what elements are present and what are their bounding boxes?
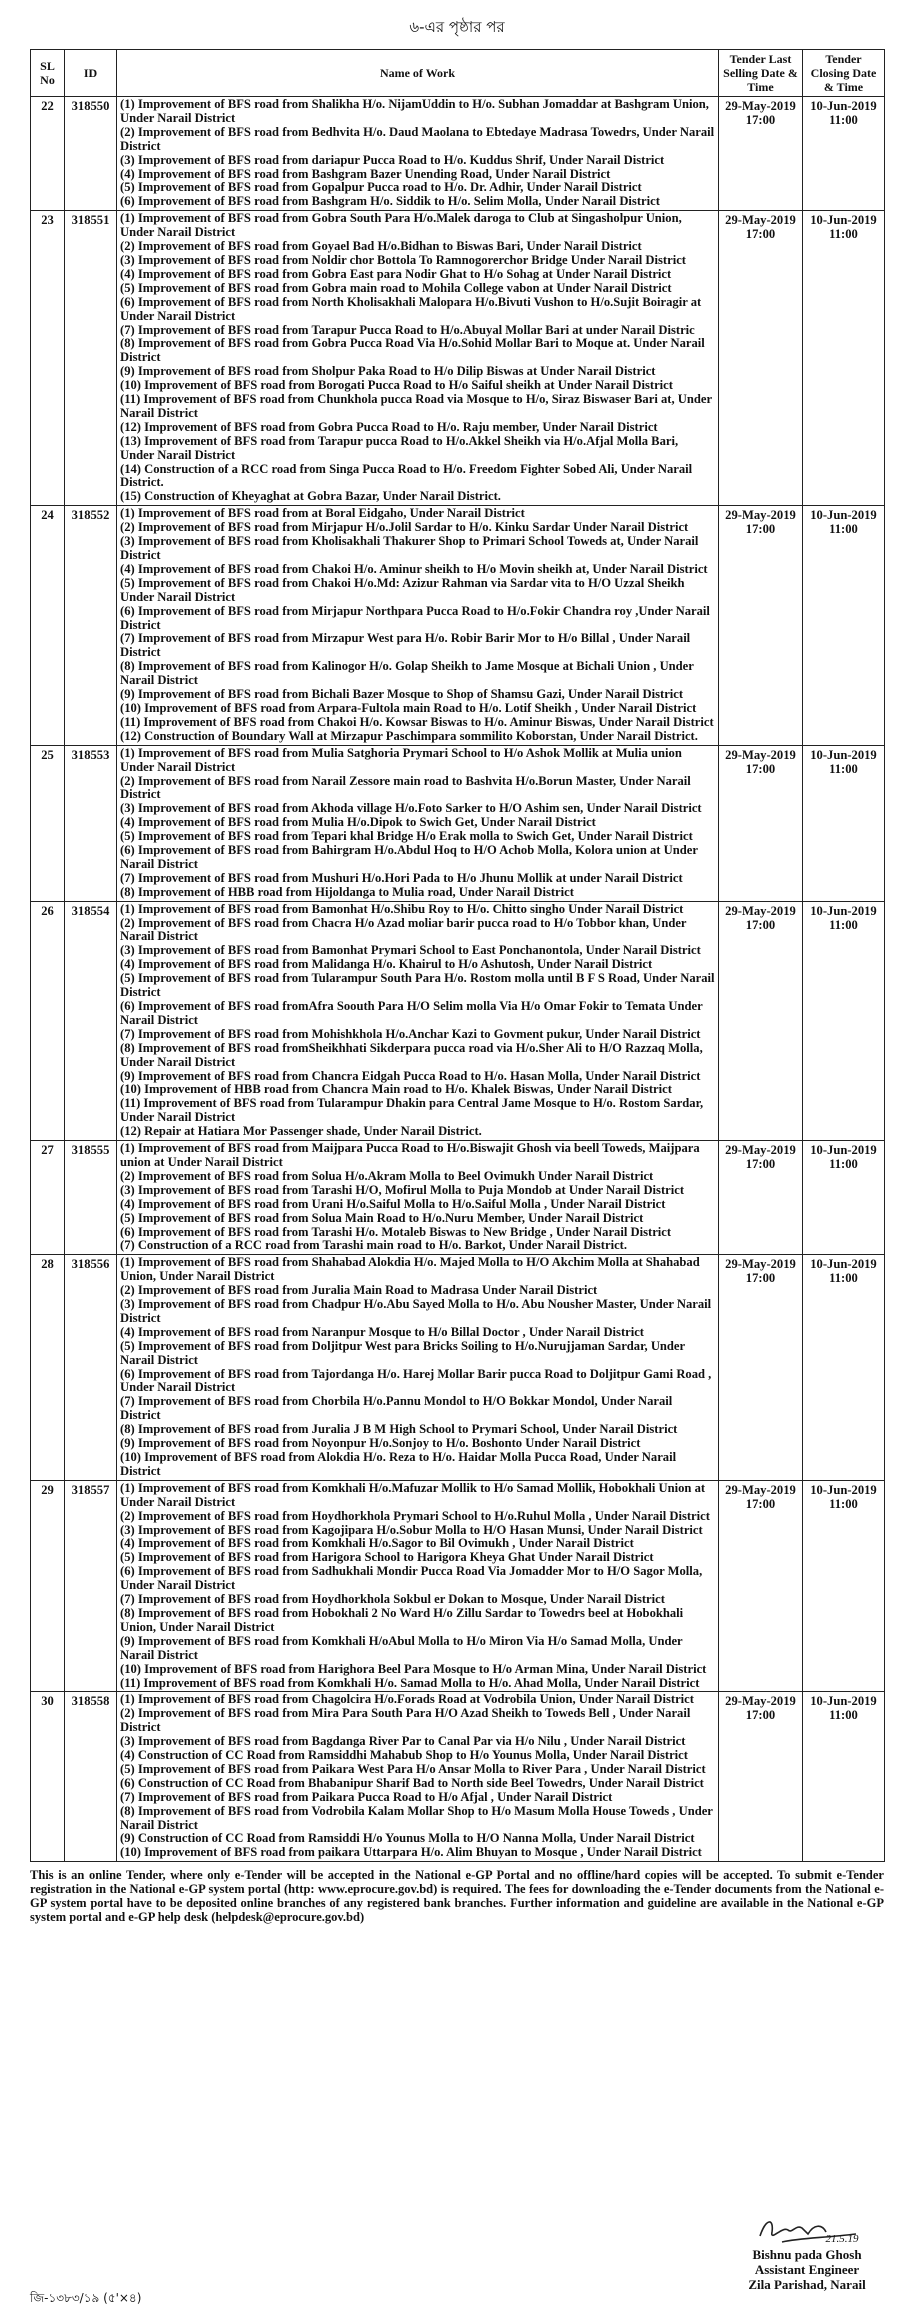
tender-table [30,49,885,1862]
work-item: (11) Improvement of BFS road from Chunkhola pucca Road via Mosque to H/o, Siraz Biswaser Bari at, Under Narail District [120,392,712,420]
closing-time: 11:00 [829,917,858,932]
work-item: (8) Improvement of BFS road from Hobokhali 2 No Ward H/o Zillu Sardar to Towedrs beel at Hobokhali Union, Under Narail District [120,1605,684,1634]
closing-time: 11:00 [829,1271,858,1286]
row-work-list [117,745,719,901]
row-selling-date [719,506,803,745]
selling-date: 29-May-2019 [725,1694,796,1709]
work-item: (2) Improvement of BFS road from Bedhvita H/o. Daud Maolana to Ebtedaye Madrasa Towedrs, Under Narail District [120,124,715,153]
online-tender-notice: This is an online Tender, where only e-Tender will be accepted in the National e-GP Portal and no offline/hard copies will be accepted. To submit e-Tender registration in the National e-GP system portal (http: www.eprocure.gov.bd) is required. The fees for downloading the e-Tender documents from the National e-GP system portal have to be deposited online branches of any registered bank branches. Further information and guideline are available in the National e-GP system portal and e-GP help desk (helpdesk@eprocure.gov.bd) [30,1868,884,1925]
row-work-list [117,211,719,506]
work-item: (6) Construction of CC Road from Bhabanipur Sharif Bad to North side Beel Towedrs, Under Narail District [120,1775,704,1790]
closing-date: 10-Jun-2019 [810,1482,877,1497]
closing-time: 11:00 [829,761,858,776]
selling-date: 29-May-2019 [725,99,796,113]
row-tender-id: 318551 [65,211,117,506]
row-work-list [117,901,719,1140]
work-item: (6) Improvement of BFS road from Tarashi H/o. Motaleb Biswas to New Bridge , Under Narail District [120,1224,672,1239]
work-item: (2) Improvement of BFS road from Mirjapur H/o.Jolil Sardar to H/o. Kinku Sardar Under Narail District [120,520,689,535]
work-item: (1) Improvement of BFS road from Mulia Satghoria Prymari School to H/o Ashok Mollik at Mulia union Under Narail District [120,745,682,774]
work-item: (5) Improvement of BFS road from Tepari khal Bridge H/o Erak molla to Swich Get, Under Narail District [120,829,693,844]
work-item: (3) Improvement of BFS road from Bagdanga River Par to Canal Par via H/o Nilu , Under Narail District [120,1734,686,1749]
work-item: (5) Improvement of BFS road from Tularampur South Para H/o. Rostom molla until B F S Road, Under Narail District [120,971,715,1000]
work-item: (9) Improvement of BFS road from Chancra Eidgah Pucca Road to H/o. Hasan Molla, Under Narail District [120,1068,701,1083]
row-work-list [117,1255,719,1481]
work-item: (7) Improvement of BFS road from Mirzapur West para H/o. Robir Barir Mor to H/o Billal , Under Narail District [120,631,691,660]
work-item: (7) Improvement of BFS road from Mohishkhola H/o.Anchar Kazi to Govment pukur, Under Narail District [120,1026,701,1041]
work-item: (3) Improvement of BFS road from Kagojipara H/o.Sobur Molla to H/O Hasan Munsi, Under Narail District [120,1522,703,1537]
selling-date: 29-May-2019 [725,508,796,523]
work-item: (6) Improvement of BFS road from Sadhukhali Mondir Pucca Road Via Jomadder Mor to H/O Sagor Molla, Under Narail District [120,1564,703,1593]
selling-time: 17:00 [745,1496,776,1511]
closing-time: 11:00 [829,1708,858,1723]
work-item: (6) Improvement of BFS road fromAfra Soouth Para H/O Selim molla Via H/o Omar Fokir to Temata Under Narail District [120,999,703,1027]
work-item: (1) Improvement of BFS road from Maijpara Pucca Road to H/o.Biswajit Ghosh via beell Toweds, Maijpara union at Under Narail District [120,1141,700,1169]
work-item: (1) Improvement of BFS road from Bamonhat H/o.Shibu Roy to H/o. Chitto singho Under Narail District [120,901,684,916]
row-closing-date [803,506,885,745]
work-item: (2) Improvement of BFS road from Juralia Main Road to Madrasa Under Narail District [120,1283,598,1298]
tender-notice-page [30,16,884,1924]
work-item: (3) Improvement of BFS road from Noldir chor Bottola To Ramnogorerchor Bridge Under Narail District [120,252,686,267]
closing-time: 11:00 [829,522,858,537]
work-item: (9) Improvement of BFS road from Noyonpur H/o.Sonjoy to H/o. Boshonto Under Narail District [120,1436,641,1451]
continuation-label: ৬-এর পৃষ্ঠার পর [409,18,505,36]
selling-time: 17:00 [745,522,776,537]
work-item: (12) Construction of Boundary Wall at Mirzapur Paschimpara sommilito Koborstan, Under Narail District. [120,728,698,743]
work-item: (7) Construction of a RCC road from Tarashi main road to H/o. Barkot, Under Narail District. [120,1238,628,1253]
work-item: (7) Improvement of BFS road from Hoydhorkhola Sokbul er Dokan to Mosque, Under Narail District [120,1592,665,1607]
work-item: (15) Construction of Kheyaghat at Gobra Bazar, Under Narail District. [120,489,501,504]
work-item: (5) Improvement of BFS road from Paikara West Para H/o Ansar Molla to River Para , Under Narail District [120,1761,706,1776]
row-work-list [117,1141,719,1255]
work-item: (8) Improvement of HBB road from Hijoldanga to Mulia road, Under Narail District [120,884,574,899]
work-item: (6) Improvement of BFS road from Tajordanga H/o. Harej Mollar Barir pucca Road to Doljitpur Gami Road , Under Narail District [120,1366,712,1395]
work-item: (9) Construction of CC Road from Ramsiddi H/o Younus Molla to H/O Nanna Molla, Under Narail District [120,1831,695,1846]
work-item: (2) Improvement of BFS road from Narail Zessore main road to Bashvita H/o.Borun Master, Under Narail District [120,773,691,802]
selling-time: 17:00 [745,761,776,776]
table-row [31,506,885,745]
work-item: (8) Improvement of BFS road from Vodrobila Kalam Mollar Shop to H/o Masum Molla House Toweds , Under Narail District [120,1803,713,1832]
closing-date: 10-Jun-2019 [810,1257,877,1272]
header-sl: SL No [31,50,65,97]
work-item: (4) Construction of CC Road from Ramsiddhi Mahabub Shop to H/o Younus Molla, Under Narail District [120,1748,688,1763]
row-sl-number: 23 [31,211,65,506]
row-work-list [117,506,719,745]
row-closing-date [803,97,885,211]
row-work-list [117,1480,719,1692]
row-sl-number: 22 [31,97,65,211]
work-item: (3) Improvement of BFS road from Kholisakhali Thakurer Shop to Primari School Toweds at, Under Narail District [120,534,699,562]
work-item: (2) Improvement of BFS road from Goyael Bad H/o.Bidhan to Biswas Bari, Under Narail District [120,239,642,254]
signature-date: 21.5.19 [825,2233,859,2245]
work-item: (5) Improvement of BFS road from Solua Main Road to H/o.Nuru Member, Under Narail District [120,1210,644,1225]
row-tender-id: 318554 [65,901,117,1140]
signer-name: Bishnu pada Ghosh [752,2247,862,2262]
header-selling-date: Tender Last Selling Date & Time [719,50,803,97]
selling-date: 29-May-2019 [725,1143,796,1158]
row-tender-id: 318556 [65,1255,117,1481]
signer-designation: Assistant Engineer [754,2262,860,2277]
table-row [31,1141,885,1255]
row-work-list [117,1692,719,1862]
work-item: (10) Improvement of BFS road from Alokdia H/o. Reza to H/o. Haidar Molla Pucca Road, Under Narail District [120,1450,677,1478]
work-item: (7) Improvement of BFS road from Paikara Pucca Road to H/o Afjal , Under Narail District [120,1789,613,1804]
work-item: (8) Improvement of BFS road from Juralia J B M High School to Prymari School, Under Narail District [120,1422,678,1437]
closing-date: 10-Jun-2019 [810,903,877,918]
row-closing-date [803,1255,885,1481]
row-selling-date [719,211,803,506]
closing-time: 11:00 [829,1496,858,1511]
work-item: (3) Improvement of BFS road from Tarashi H/O, Mofirul Molla to Puja Mondob at Under Narail District [120,1182,685,1197]
row-closing-date [803,1480,885,1692]
work-item: (3) Improvement of BFS road from Chadpur H/o.Abu Sayed Molla to H/o. Abu Nousher Master, Under Narail District [120,1297,712,1325]
work-item: (10) Improvement of BFS road from Borogati Pucca Road to H/o Saiful sheikh at Under Narail District [120,378,673,393]
signer-office: Zila Parishad, Narail [748,2277,866,2292]
table-row [31,97,885,211]
work-item: (2) Improvement of BFS road from Hoydhorkhola Prymari School to H/o.Ruhul Molla , Under Narail District [120,1508,710,1523]
closing-date: 10-Jun-2019 [810,747,877,762]
work-item: (8) Improvement of BFS road fromSheikhhati Sikderpara pucca road via H/o.Sher Ali to H/O Razzaq Molla, Under Narail District [120,1040,703,1069]
row-tender-id: 318557 [65,1480,117,1692]
selling-time: 17:00 [745,1708,776,1723]
work-item: (1) Improvement of BFS road from Shahabad Alokdia H/o. Majed Molla to H/O Akchim Molla at Shahabad Union, Under Narail District [120,1255,700,1284]
selling-time: 17:00 [745,1156,776,1171]
work-item: (3) Improvement of BFS road from Bamonhat Prymari School to East Ponchanontola, Under Narail District [120,943,701,958]
closing-time: 11:00 [829,227,858,242]
row-closing-date [803,1141,885,1255]
work-item: (5) Improvement of BFS road from Doljitpur West para Bricks Soiling to H/o.Nurujjaman Sardar, Under Narail District [120,1338,685,1367]
closing-date: 10-Jun-2019 [810,213,877,228]
work-item: (4) Improvement of BFS road from Gobra East para Nodir Ghat to H/o Sohag at Under Narail District [120,266,672,281]
work-item: (1) Improvement of BFS road from Gobra South Para H/o.Malek daroga to Club at Singasholpur Union, Under Narail District [120,211,682,240]
row-selling-date [719,1141,803,1255]
work-item: (6) Improvement of BFS road from North Kholisakhali Malopara H/o.Bivuti Vushon to H/o.Sujit Boiragir at Under Narail District [120,294,702,323]
table-row [31,1692,885,1862]
header-id: ID [65,50,117,97]
work-item: (12) Repair at Hatiara Mor Passenger shade, Under Narail District. [120,1124,482,1139]
work-item: (10) Improvement of BFS road from Harighora Beel Para Mosque to H/o Arman Mina, Under Narail District [120,1661,707,1676]
work-item: (12) Improvement of BFS road from Gobra Pucca Road to H/o. Raju member, Under Narail District [120,419,658,434]
work-item: (6) Improvement of BFS road from Bashgram H/o. Siddik to H/o. Selim Molla, Under Narail District [120,194,660,209]
header-closing-date: Tender Closing Date & Time [803,50,885,97]
row-sl-number: 27 [31,1141,65,1255]
row-selling-date [719,901,803,1140]
row-sl-number: 28 [31,1255,65,1481]
closing-time: 11:00 [829,1156,858,1171]
work-item: (8) Improvement of BFS road from Kalinogor H/o. Golap Sheikh to Jame Mosque at Bichali Union , Under Narail District [120,659,694,688]
row-sl-number: 24 [31,506,65,745]
work-item: (9) Improvement of BFS road from Komkhali H/oAbul Molla to H/o Miron Via H/o Samad Molla, Under Narail District [120,1633,683,1662]
row-selling-date [719,1692,803,1862]
work-item: (10) Improvement of BFS road from paikara Uttarpara H/o. Alim Bhuyan to Mosque , Under Narail District [120,1845,702,1860]
closing-date: 10-Jun-2019 [810,508,877,523]
row-selling-date [719,97,803,211]
work-item: (2) Improvement of BFS road from Solua H/o.Akram Molla to Beel Ovimukh Under Narail District [120,1168,654,1183]
header-name-of-work: Name of Work [117,50,719,97]
table-row [31,901,885,1140]
work-item: (5) Improvement of BFS road from Gobra main road to Mohila College vabon at Under Narail District [120,280,672,295]
work-item: (2) Improvement of BFS road from Mira Para South Para H/O Azad Sheikh to Toweds Bell , Under Narail District [120,1706,691,1735]
row-tender-id: 318552 [65,506,117,745]
table-row [31,1480,885,1692]
work-item: (3) Improvement of BFS road from Akhoda village H/o.Foto Sarker to H/O Ashim sen, Under Narail District [120,801,702,816]
work-item: (11) Improvement of BFS road from Tularampur Dhakin para Central Jame Mosque to H/o. Rostom Sardar, Under Narail District [120,1096,704,1125]
table-header-row [31,50,885,97]
row-closing-date [803,745,885,901]
work-item: (9) Improvement of BFS road from Sholpur Paka Road to H/o Dilip Biswas at Under Narail District [120,364,656,379]
row-closing-date [803,1692,885,1862]
memo-number: জি-১৩৮৩/১৯ (৫'×৪) [30,2291,142,2305]
selling-date: 29-May-2019 [725,747,796,762]
table-row [31,745,885,901]
row-selling-date [719,1480,803,1692]
work-item: (5) Improvement of BFS road from Gopalpur Pucca road to H/o. Dr. Adhir, Under Narail District [120,180,642,195]
table-row [31,211,885,506]
work-item: (7) Improvement of BFS road from Mushuri H/o.Hori Pada to H/o Jhunu Mollik at under Narail District [120,870,683,885]
closing-date: 10-Jun-2019 [810,99,877,113]
work-item: (7) Improvement of BFS road from Tarapur Pucca Road to H/o.Abuyal Mollar Bari at under Narail Distric [120,322,695,337]
closing-time: 11:00 [829,112,858,127]
work-item: (1) Improvement of BFS road from Komkhali H/o.Mafuzar Mollik to H/o Samad Mollik, Hobokhali Union at Under Narail District [120,1480,706,1509]
row-tender-id: 318553 [65,745,117,901]
work-item: (5) Improvement of BFS road from Harigora School to Harigora Kheya Ghat Under Narail District [120,1550,654,1565]
work-item: (8) Improvement of BFS road from Gobra Pucca Road Via H/o.Sohid Mollar Bari to Moque at. Under Narail District [120,336,705,365]
row-closing-date [803,901,885,1140]
row-tender-id: 318555 [65,1141,117,1255]
row-tender-id: 318550 [65,97,117,211]
selling-date: 29-May-2019 [725,213,796,228]
selling-date: 29-May-2019 [725,903,796,918]
selling-time: 17:00 [745,1271,776,1286]
work-item: (9) Improvement of BFS road from Bichali Bazer Mosque to Shop of Shamsu Gazi, Under Narail District [120,687,684,702]
row-tender-id: 318558 [65,1692,117,1862]
work-item: (1) Improvement of BFS road from Chagolcira H/o.Forads Road at Vodrobila Union, Under Narail District [120,1692,694,1707]
signature-block [722,2212,892,2292]
work-item: (6) Improvement of BFS road from Mirjapur Northpara Pucca Road to H/o.Fokir Chandra roy ,Under Narail District [120,603,710,632]
work-item: (4) Improvement of BFS road from Naranpur Mosque to H/o Billal Doctor , Under Narail District [120,1324,645,1339]
closing-date: 10-Jun-2019 [810,1143,877,1158]
work-item: (4) Improvement of BFS road from Bashgram Bazer Unending Road, Under Narail District [120,166,611,181]
tender-table-body [31,97,885,1862]
work-item: (7) Improvement of BFS road from Chorbila H/o.Pannu Mondol to H/O Bokkar Mondol, Under Narail District [120,1394,673,1423]
work-item: (4) Improvement of BFS road from Mulia H/o.Dipok to Swich Get, Under Narail District [120,815,596,830]
work-item: (13) Improvement of BFS road from Tarapur pucca Road to H/o.Akkel Sheikh via H/o.Afjal Molla Bari, Under Narail District [120,433,679,462]
row-selling-date [719,745,803,901]
work-item: (4) Improvement of BFS road from Komkhali H/o.Sagor to Bil Ovimukh , Under Narail District [120,1536,634,1551]
work-item: (4) Improvement of BFS road from Urani H/o.Saiful Molla to H/o.Saiful Molla , Under Narail District [120,1196,666,1211]
row-work-list [117,97,719,211]
work-item: (11) Improvement of BFS road from Komkhali H/o. Samad Molla to H/o. Ahad Molla, Under Narail District [120,1675,700,1690]
selling-time: 17:00 [745,917,776,932]
row-sl-number: 25 [31,745,65,901]
table-row [31,1255,885,1481]
row-closing-date [803,211,885,506]
selling-time: 17:00 [745,227,776,242]
work-item: (10) Improvement of BFS road from Arpara-Fultola main Road to H/o. Lotif Sheikh , Under Narail District [120,700,697,715]
selling-date: 29-May-2019 [725,1257,796,1272]
work-item: (11) Improvement of BFS road from Chakoi H/o. Kowsar Biswas to H/o. Aminur Biswas, Under Narail District [120,714,714,729]
work-item: (14) Construction of a RCC road from Singa Pucca Road to H/o. Freedom Fighter Sobed Ali, Under Narail District. [120,461,693,490]
selling-time: 17:00 [745,112,776,127]
work-item: (5) Improvement of BFS road from Chakoi H/o.Md: Azizur Rahman via Sardar vita to H/O Uzzal Sheikh Under Narail District [120,575,685,604]
work-item: (3) Improvement of BFS road from dariapur Pucca Road to H/o. Kuddus Shrif, Under Narail District [120,152,665,167]
work-item: (4) Improvement of BFS road from Malidanga H/o. Khairul to H/o Ashutosh, Under Narail District [120,957,653,972]
work-item: (10) Improvement of HBB road from Chancra Main road to H/o. Khalek Biswas, Under Narail District [120,1082,672,1097]
row-sl-number: 26 [31,901,65,1140]
work-item: (2) Improvement of BFS road from Chacra H/o Azad moliar barir pucca road to H/o Tobbor khan, Under Narail District [120,915,687,944]
selling-date: 29-May-2019 [725,1482,796,1497]
work-item: (4) Improvement of BFS road from Chakoi H/o. Aminur sheikh to H/o Movin sheikh at, Under Narail District [120,561,708,576]
row-sl-number: 29 [31,1480,65,1692]
work-item: (1) Improvement of BFS road from Shalikha H/o. NijamUddin to H/o. Subhan Jomaddar at Bashgram Union, Under Narail District [120,97,709,125]
work-item: (1) Improvement of BFS road from at Boral Eidgaho, Under Narail District [120,506,525,521]
row-selling-date [719,1255,803,1481]
work-item: (6) Improvement of BFS road from Bahirgram H/o.Abdul Hoq to H/O Achob Molla, Kolora union at Under Narail District [120,843,698,871]
row-sl-number: 30 [31,1692,65,1862]
closing-date: 10-Jun-2019 [810,1694,877,1709]
